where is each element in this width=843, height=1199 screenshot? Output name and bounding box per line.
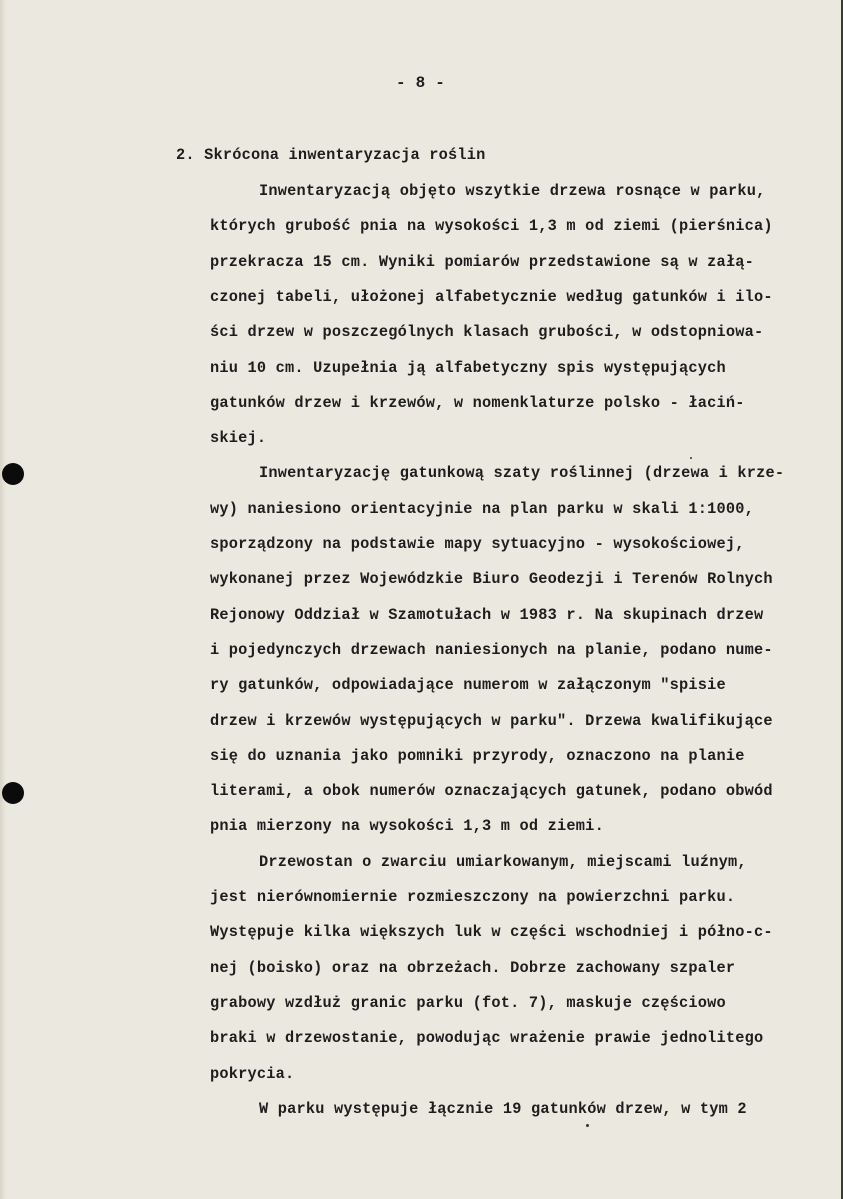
text-line: Inwentaryzację gatunkową szaty roślinnej (drzewa i krze- bbox=[259, 464, 785, 483]
text-line: wy) naniesiono orientacyjnie na plan parku w skali 1:1000, bbox=[210, 499, 755, 518]
text-line: Rejonowy Oddział w Szamotułach w 1983 r. Na skupinach drzew bbox=[210, 605, 764, 624]
text-line: czonej tabeli, ułożonej alfabetycznie według gatunków i ilo- bbox=[210, 287, 773, 306]
text-line: W parku występuje łącznie 19 gatunków drzew, w tym 2 bbox=[259, 1099, 747, 1118]
text-line: literami, a obok numerów oznaczających gatunek, podano obwód bbox=[210, 782, 773, 801]
text-line: Występuje kilka większych luk w części wschodniej i półno-c- bbox=[210, 923, 773, 942]
text-line: ry gatunków, odpowiadające numerom w załączonym "spisie bbox=[210, 676, 726, 695]
text-line: gatunków drzew i krzewów, w nomenklaturze polsko - łaciń- bbox=[210, 393, 745, 412]
section-heading: 2. Skrócona inwentaryzacja roślin bbox=[176, 146, 486, 164]
text-line: Drzewostan o zwarciu umiarkowanym, miejscami luźnym, bbox=[259, 852, 747, 871]
text-line: skiej. bbox=[210, 429, 267, 448]
text-line: i pojedynczych drzewach naniesionych na planie, podano nume- bbox=[210, 640, 773, 659]
text-line: pokrycia. bbox=[210, 1064, 295, 1083]
text-line: grabowy wzdłuż granic parku (fot. 7), maskuje częściowo bbox=[210, 993, 726, 1012]
ink-speck bbox=[586, 1124, 589, 1127]
page-number: - 8 - bbox=[396, 74, 446, 92]
punch-hole-top bbox=[2, 463, 24, 485]
text-line: nej (boisko) oraz na obrzeżach. Dobrze zachowany szpaler bbox=[210, 958, 736, 977]
text-line: przekracza 15 cm. Wyniki pomiarów przedstawione są w załą- bbox=[210, 252, 755, 271]
ink-speck bbox=[690, 457, 692, 459]
text-line: braki w drzewostanie, powodując wrażenie prawie jednolitego bbox=[210, 1029, 764, 1048]
text-line: się do uznania jako pomniki przyrody, oznaczono na planie bbox=[210, 746, 745, 765]
text-line: ści drzew w poszczególnych klasach grubości, w odstopniowa- bbox=[210, 323, 764, 342]
text-line: Inwentaryzacją objęto wszytkie drzewa rosnące w parku, bbox=[259, 182, 766, 200]
text-line: wykonanej przez Wojewódzkie Biuro Geodezji i Terenów Rolnych bbox=[210, 570, 773, 589]
text-line: jest nierównomiernie rozmieszczony na powierzchni parku. bbox=[210, 888, 736, 906]
text-line: niu 10 cm. Uzupełnia ją alfabetyczny spis występujących bbox=[210, 358, 726, 377]
punch-hole-bottom bbox=[2, 782, 24, 804]
text-line: których grubość pnia na wysokości 1,3 m od ziemi (pierśnica) bbox=[210, 217, 773, 236]
text-line: pnia mierzony na wysokości 1,3 m od ziemi. bbox=[210, 817, 604, 836]
text-line: sporządzony na podstawie mapy sytuacyjno - wysokościowej, bbox=[210, 535, 745, 553]
text-line: drzew i krzewów występujących w parku". Drzewa kwalifikujące bbox=[210, 711, 773, 730]
